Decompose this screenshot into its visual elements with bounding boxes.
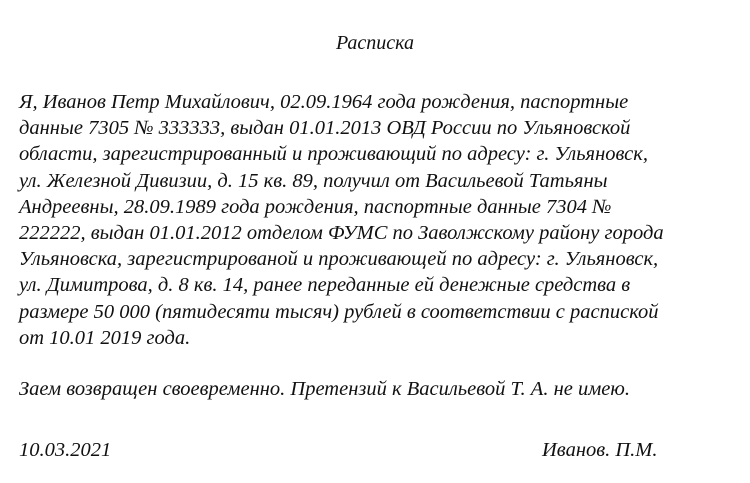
body-line: Я, Иванов Петр Михайлович, 02.09.1964 года рождения, паспортные bbox=[19, 91, 629, 113]
body-line: Ульяновска, зарегистрированой и проживающей по адресу: г. Ульяновск, bbox=[19, 248, 659, 271]
repayment-statement: Заем возвращен своевременно. Претензий к Васильевой Т. А. не имею. bbox=[19, 378, 630, 400]
body-line: ул. Димитрова, д. 8 кв. 14, ранее переданные ей денежные средства в bbox=[19, 274, 631, 297]
body-line: области, зарегистрированный и проживающий по адресу: г. Ульяновск, bbox=[19, 143, 648, 166]
body-line: от 10.01 2019 года. bbox=[19, 326, 191, 349]
body-line: Андреевны, 28.09.1989 года рождения, паспортные данные 7304 № bbox=[19, 195, 612, 218]
document-title: Расписка bbox=[335, 32, 415, 54]
receipt-body bbox=[19, 89, 744, 351]
document-date: 10.03.2021 bbox=[19, 439, 112, 461]
body-line: данные 7305 № 333333, выдан 01.01.2013 ОВД России по Ульяновской bbox=[19, 117, 631, 140]
body-line: 222222, выдан 01.01.2012 отделом ФУМС по Заволжскому району города bbox=[19, 222, 664, 245]
signature: Иванов. П.М. bbox=[542, 439, 658, 461]
body-line: размере 50 000 (пятидесяти тысяч) рублей в соответствии с распиской bbox=[19, 300, 659, 323]
body-line: ул. Железной Дивизии, д. 15 кв. 89, получил от Васильевой Татьяны bbox=[19, 169, 608, 192]
